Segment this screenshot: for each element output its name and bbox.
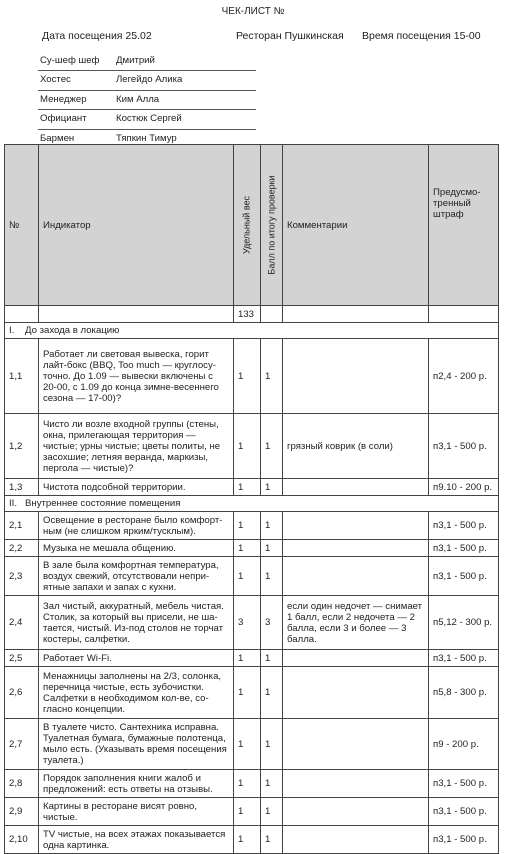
row-num: 2,7 [5,719,39,770]
table-row [5,540,499,557]
row-comment [283,719,429,770]
row-indicator: В зале была комфортная температура, воздух свежий, отсутствовали непри-ятные запахи и запах с кухни. [39,557,234,596]
row-weight: 1 [234,798,261,826]
row-weight: 1 [234,650,261,667]
visit-restaurant: Ресторан Пушкинская [236,30,344,42]
staff-name: Легейдо Алика [116,74,183,86]
row-penalty: п3,1 - 500 р. [429,512,499,540]
row-comment: грязный коврик (в соли) [283,414,429,479]
row-num: 2,3 [5,557,39,596]
header-num: № [5,145,39,306]
staff-role: Официант [40,113,87,125]
row-indicator: Картины в ресторане висят ровно, чистые. [39,798,234,826]
row-indicator: Работает Wi-Fi. [39,650,234,667]
row-score: 1 [261,719,283,770]
row-penalty: п9.10 - 200 р. [429,479,499,496]
row-penalty: п3,1 - 500 р. [429,650,499,667]
row-num: 2,10 [5,826,39,854]
staff-row [38,110,256,129]
row-weight: 1 [234,339,261,414]
row-weight: 1 [234,770,261,798]
row-score: 3 [261,596,283,650]
section-title: I. До захода в локацию [5,323,499,339]
table-row [5,596,499,650]
table-row [5,719,499,770]
row-indicator: Чисто ли возле входной группы (стены, окна, прилегающая территория — чистые; урны чистые; цветы политы, не засохшие; летняя веранда, маркизы, пергола — чистые)? [39,414,234,479]
header-weight [234,145,261,306]
row-num: 2,8 [5,770,39,798]
row-score: 1 [261,479,283,496]
table-row [5,826,499,854]
row-penalty: п3,1 - 500 р. [429,557,499,596]
table-row [5,667,499,719]
row-penalty: п3,1 - 500 р. [429,414,499,479]
row-weight: 1 [234,414,261,479]
total-indicator-cell [39,306,234,323]
row-weight: 1 [234,557,261,596]
total-comment-cell [283,306,429,323]
row-indicator: Работает ли световая вывеска, горит лайт-бокс (BBQ, Too much — круглосу-точно. До 1.09 — вывески включены с 20-00, с 1.09 до конца зимне-весеннего сезона — 17-00)? [39,339,234,414]
row-score: 1 [261,540,283,557]
row-penalty: п3,1 - 500 р. [429,540,499,557]
row-penalty: п3,1 - 500 р. [429,770,499,798]
row-comment [283,557,429,596]
visit-time: Время посещения 15-00 [362,30,481,42]
row-num: 2,9 [5,798,39,826]
staff-name: Костюк Сергей [116,113,182,125]
row-indicator: В туалете чисто. Сантехника исправна. Туалетная бумага, бумажные полотенца, мыло есть. (Указывать время посещения туалета.) [39,719,234,770]
header-score-label: Балл по итогу проверки [266,175,276,275]
row-num: 2,4 [5,596,39,650]
section-row [5,323,499,339]
staff-role: Су-шеф шеф [40,55,100,66]
staff-name: Ким Алла [116,93,160,105]
header-weight-label: Удельный вес [241,195,252,255]
total-penalty-cell [429,306,499,323]
row-indicator: Зал чистый, аккуратный, мебель чистая. Столик, за который вы присели, не ша-тается, чистый. Из-под столов не торчат костеры, салфетки. [39,596,234,650]
table-row [5,650,499,667]
row-score: 1 [261,667,283,719]
row-score: 1 [261,339,283,414]
row-indicator: Порядок заполнения книги жалоб и предложений: есть ответы на отзывы. [39,770,234,798]
row-score: 1 [261,770,283,798]
row-num: 2,6 [5,667,39,719]
header-comments: Комментарии [283,145,429,306]
row-num: 1,2 [5,414,39,479]
staff-row [38,91,256,110]
row-weight: 1 [234,512,261,540]
row-penalty: п3,1 - 500 р. [429,798,499,826]
row-num: 1,1 [5,339,39,414]
row-score: 1 [261,414,283,479]
table-row [5,479,499,496]
row-indicator: Освещение в ресторане было комфорт-ным (не слишком ярким/тусклым). [39,512,234,540]
row-indicator: Музыка не мешала общению. [39,540,234,557]
row-score: 1 [261,512,283,540]
row-comment [283,650,429,667]
row-score: 1 [261,650,283,667]
row-comment [283,798,429,826]
row-comment [283,540,429,557]
visit-date: Дата посещения 25.02 [42,30,152,42]
table-row [5,798,499,826]
row-num: 2,1 [5,512,39,540]
total-weight: 133 [234,306,261,323]
staff-name: Тяпкин Тимур [116,132,177,144]
total-row [5,306,499,323]
row-indicator: Менажницы заполнены на 2/3, солонка, перечница чистые, есть зубочистки. Салфетки в необходимом кол-ве, со-гласно концепции. [39,667,234,719]
row-comment [283,826,429,854]
row-weight: 1 [234,540,261,557]
row-weight: 3 [234,596,261,650]
table-row [5,557,499,596]
table-row [5,770,499,798]
header-score [261,145,283,306]
table-row [5,512,499,540]
row-comment [283,770,429,798]
row-comment: если один недочет — снимает 1 балл, если 2 недочета — 2 балла, если 3 и более — 3 балла. [283,596,429,650]
section-row [5,496,499,512]
row-score: 1 [261,798,283,826]
row-penalty: п9 - 200 р. [429,719,499,770]
table-header-row [5,145,499,306]
row-penalty: п2,4 - 200 р. [429,339,499,414]
row-score: 1 [261,826,283,854]
row-num: 2,5 [5,650,39,667]
total-score-cell [261,306,283,323]
row-score: 1 [261,557,283,596]
table-row [5,414,499,479]
row-indicator: TV чистые, на всех этажах показывается одна картинка. [39,826,234,854]
total-num-cell [5,306,39,323]
staff-list [38,52,256,148]
row-num: 2,2 [5,540,39,557]
row-weight: 1 [234,826,261,854]
section-title: II. Внутреннее состояние помещения [5,496,499,512]
header-penalty: Предусмо- тренный штраф [429,145,499,306]
staff-row [38,52,256,71]
row-indicator: Чистота подсобной территории. [39,479,234,496]
row-comment [283,479,429,496]
staff-role: Бармен [40,132,75,144]
row-penalty: п5,8 - 300 р. [429,667,499,719]
row-num: 1,3 [5,479,39,496]
staff-role: Менеджер [40,93,87,105]
row-comment [283,512,429,540]
checklist-table [4,144,499,854]
row-penalty: п3,1 - 500 р. [429,826,499,854]
checklist-title: ЧЕК-ЛИСТ № [221,6,285,17]
row-comment [283,339,429,414]
table-row [5,339,499,414]
staff-row [38,71,256,90]
row-comment [283,667,429,719]
header-indicator: Индикатор [39,145,234,306]
row-weight: 1 [234,667,261,719]
visit-info [40,30,480,46]
row-weight: 1 [234,719,261,770]
staff-name: Дмитрий [116,55,155,66]
row-weight: 1 [234,479,261,496]
row-penalty: п5,12 - 300 р. [429,596,499,650]
staff-role: Хостес [40,74,71,86]
